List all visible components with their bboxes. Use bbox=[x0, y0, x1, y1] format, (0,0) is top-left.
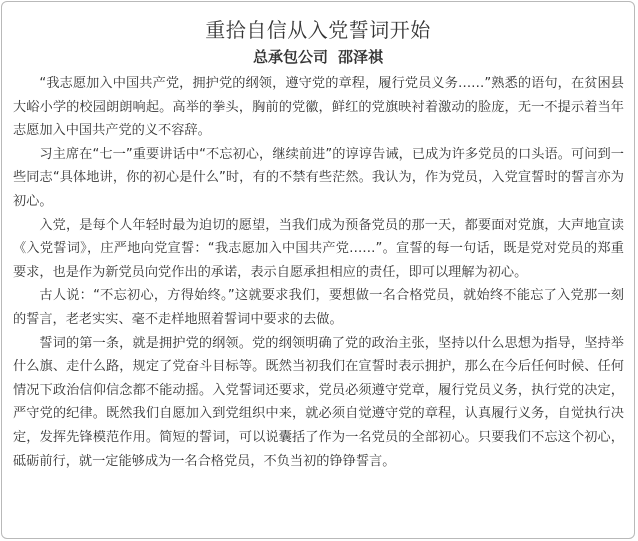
paragraph-2: 习主席在“七一”重要讲话中“不忘初心，继续前进”的谆谆告诫，已成为许多党员的口头语。可问到一些同志“具体地讲，你的初心是什么”时，有的不禁有些茫然。我认为，作为党员，入党宣誓时的誓言亦为初心。 bbox=[13, 146, 624, 209]
paragraph-3: 入党，是每个人年轻时最为迫切的愿望，当我们成为预备党员的那一天，都要面对党旗，大声地宣读《入党誓词》，庄严地向党宣誓：“我志愿加入中国共产党……”。宣誓的每一句话，既是党对党员的郑重要求，也是作为新党员向党作出的承诺，表示自愿承担相应的责任，即可以理解为初心。 bbox=[13, 217, 624, 280]
paragraph-1: “我志愿加入中国共产党，拥护党的纲领，遵守党的章程，履行党员义务……”熟悉的语句，在贫困县大峪小学的校园朗朗响起。高举的拳头，胸前的党徽，鲜红的党旗映衬着激动的脸庞，无一不提示着当年志愿加入中国共产党的义不容辞。 bbox=[13, 76, 624, 139]
article-body bbox=[2, 72, 634, 473]
article-panel bbox=[1, 1, 635, 539]
article-title: 重拾自信从入党誓词开始 bbox=[205, 18, 431, 42]
author-company: 总承包公司 bbox=[252, 48, 328, 66]
paragraph-4: 古人说：“不忘初心，方得始终。”这就要求我们，要想做一名合格党员，就始终不能忘了入党那一刻的誓言，老老实实、毫不走样地照着誓词中要求的去做。 bbox=[13, 288, 624, 327]
article-byline bbox=[2, 46, 634, 68]
paragraph-5: 誓词的第一条，就是拥护党的纲领。党的纲领明确了党的政治主张，坚持以什么思想为指导，坚持举什么旗、走什么路，规定了党奋斗目标等。既然当初我们在宣誓时表示拥护，那么在今后任何时候、任何情况下政治信仰信念都不能动摇。入党誓词还要求，党员必须遵守党章，履行党员义务，执行党的决定，严守党的纪律。既然我们自愿加入到党组织中来，就必须自觉遵守党的章程，认真履行义务，自觉执行决定，发挥先锋模范作用。简短的誓词，可以说囊括了作为一名党员的全部初心。只要我们不忘这个初心，砥砺前行，就一定能够成为一名合格党员，不负当初的铮铮誓言。 bbox=[13, 335, 624, 469]
author-name: 邵泽祺 bbox=[338, 48, 384, 66]
